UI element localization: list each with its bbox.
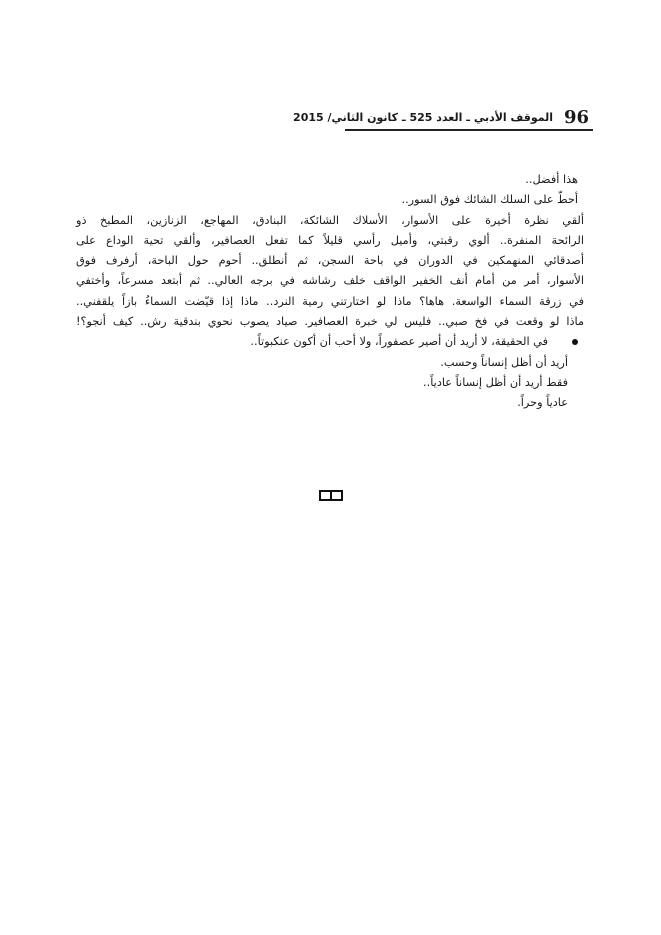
text-line: في زرقة السماء الواسعة. هاها؟ ماذا لو اختارتني رمية النرد.. ماذا إذا قيّضت السماءُ بازاً يلقفني.. bbox=[76, 294, 584, 308]
running-title: الموقف الأدبي ـ العدد 525 ـ كانون الثاني/ 2015 bbox=[293, 111, 553, 124]
bullet-text: في الحقيقة، لا أريد أن أصير عصفوراً، ولا أحب أن أكون عنكبوتاً.. bbox=[250, 335, 548, 349]
body-text bbox=[76, 170, 584, 414]
text-line: هذا أفضل.. bbox=[525, 173, 578, 186]
text-line: الرائحة المنفرة.. ألوي رقبتي، وأميل رأسي قليلاً كما تفعل العصافير، وألقي تحية الوداع على bbox=[76, 233, 584, 247]
running-header bbox=[293, 107, 593, 129]
text-line: عادياً وحراً. bbox=[517, 396, 568, 410]
end-mark-icon bbox=[319, 490, 343, 501]
page-number: 96 bbox=[563, 107, 589, 128]
header-rule bbox=[345, 129, 593, 131]
text-line: ألقي نظرة أخيرة على الأسوار، الأسلاك الشائكة، البنادق، المهاجع، الزنازين، المطبخ ذو bbox=[76, 213, 584, 227]
bullet-icon bbox=[572, 339, 578, 345]
text-line: فقط أريد أن أظل إنساناً عادياً.. bbox=[423, 375, 568, 389]
text-line: ماذا لو وقعت في فخ صبي.. فليس لي خبرة العصافير. صياد يصوب نحوي بندقية رش.. كيف أنجو؟! bbox=[76, 315, 584, 329]
text-line: الأسوار، أمر من أمام أنف الخفير الواقف خلف رشاشه في برجه العالي.. ثم أبتعد مسرعاً، وأختفي bbox=[76, 274, 584, 288]
bullet-item bbox=[76, 332, 584, 352]
text-line: أحطّ على السلك الشائك فوق السور.. bbox=[401, 193, 578, 207]
text-line: أريد أن أظل إنساناً وحسب. bbox=[440, 355, 568, 369]
text-line: أصدقائي المنهمكين في الدوران في باحة السجن، ثم أنطلق.. أحوم حول الباحة، أرفرف فوق bbox=[76, 254, 584, 268]
